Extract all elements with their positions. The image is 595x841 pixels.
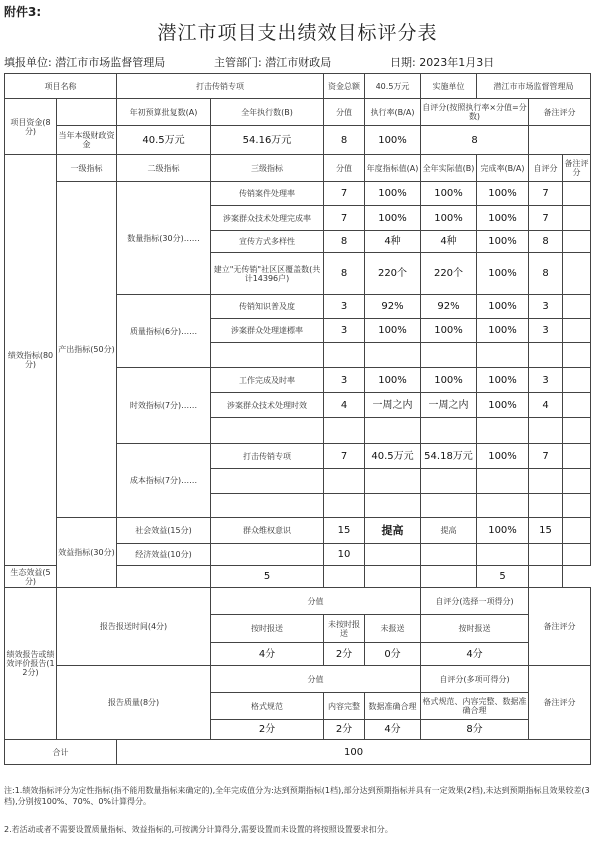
indicator-name: 涉案群众技术处理完成率 [211, 206, 324, 231]
indicator-rate: 100% [477, 368, 529, 393]
indicator-target [324, 566, 365, 588]
indicator-actual: 100% [421, 182, 477, 206]
perf-h-l3: 三级指标 [211, 155, 324, 182]
report-quality-header-row [5, 666, 591, 693]
indicator-remark [563, 253, 591, 295]
indicator-target: 100% [365, 182, 421, 206]
report-value: 2分 [324, 643, 365, 666]
indicator-self: 7 [529, 182, 563, 206]
indicator-name: 传销知识普及度 [211, 295, 324, 319]
indicator-target: 100% [365, 206, 421, 231]
indicator-target [365, 343, 421, 368]
indicator-score: 5 [211, 566, 324, 588]
indicator-score [324, 418, 365, 444]
funds-data-row [5, 126, 591, 155]
report-self-option: 按时报送 [421, 615, 529, 643]
indicator-self: 7 [529, 206, 563, 231]
indicator-remark [563, 295, 591, 319]
indicator-target [365, 418, 421, 444]
indicator-name [211, 343, 324, 368]
indicator-actual [421, 418, 477, 444]
indicator-remark [563, 206, 591, 231]
effect-name: 社会效益(15分) [117, 518, 211, 544]
indicator-rate: 100% [477, 231, 529, 253]
indicator-remark [563, 444, 591, 469]
indicator-name: 工作完成及时率 [211, 368, 324, 393]
indicator-remark [563, 343, 591, 368]
note-2: 2.若活动或者不需要设置质量指标、效益指标的,可按满分计算得分,需要设置而未设置的将按照设置要求扣分。 [4, 825, 393, 834]
funds-row-score: 8 [324, 126, 365, 155]
output-indicator-label: 产出指标(50分) [57, 182, 117, 518]
indicator-self [529, 544, 563, 566]
indicator-rate: 100% [477, 206, 529, 231]
indicator-self [529, 418, 563, 444]
indicator-remark [563, 544, 591, 566]
perf-h-self: 自评分 [529, 155, 563, 182]
indicator-remark [563, 469, 591, 494]
indicator-score: 8 [324, 253, 365, 295]
indicator-actual [421, 544, 477, 566]
project-name-value: 打击传销专项 [117, 74, 324, 99]
indicator-rate: 100% [477, 319, 529, 343]
perf-h-rate: 完成率(B/A) [477, 155, 529, 182]
page-title: 潜江市项目支出绩效目标评分表 [157, 22, 438, 44]
funds-h-budget: 年初预算批复数(A) [117, 99, 211, 126]
indicator-actual: 100% [421, 368, 477, 393]
indicator-name: 建立"无传销"社区区覆盖数(共计14396户) [211, 253, 324, 295]
indicator-self: 8 [529, 253, 563, 295]
indicator-actual: 92% [421, 295, 477, 319]
indicator-name: 涉案群众技术处理时效 [211, 393, 324, 418]
indicator-actual: 100% [421, 206, 477, 231]
indicator-rate [477, 494, 529, 518]
indicator-rate: 100% [477, 444, 529, 469]
indicator-score [324, 494, 365, 518]
indicator-rate: 100% [477, 518, 529, 544]
indicator-self: 4 [529, 393, 563, 418]
indicator-name: 传销案件处理率 [211, 182, 324, 206]
funds-row-label: 当年本级财政资金 [57, 126, 117, 155]
indicator-self: 5 [477, 566, 529, 588]
indicator-name: 宣传方式多样性 [211, 231, 324, 253]
total-label: 合计 [5, 740, 117, 765]
report-quality-label: 报告质量(8分) [57, 666, 211, 740]
indicator-score: 8 [324, 231, 365, 253]
indicator-actual: 4种 [421, 231, 477, 253]
indicator-actual: 100% [421, 319, 477, 343]
indicator-score: 7 [324, 206, 365, 231]
report-q-h-remark: 备注评分 [529, 666, 591, 740]
indicator-actual: 一周之内 [421, 393, 477, 418]
indicator-name [211, 469, 324, 494]
indicator-remark [563, 182, 591, 206]
indicator-self: 15 [529, 518, 563, 544]
indicator-target [365, 494, 421, 518]
indicator-self: 3 [529, 319, 563, 343]
indicator-score: 3 [324, 368, 365, 393]
report-h-remark: 备注评分 [529, 588, 591, 666]
indicator-remark [563, 418, 591, 444]
indicator-remark [563, 231, 591, 253]
table-row [5, 518, 591, 544]
report-value: 4分 [365, 720, 421, 740]
indicator-remark [563, 518, 591, 544]
indicator-self [529, 469, 563, 494]
project-name-label: 项目名称 [5, 74, 117, 99]
report-self-value: 4分 [421, 643, 529, 666]
effect-name: 经济效益(10分) [117, 544, 211, 566]
report-option: 按时报送 [211, 615, 324, 643]
indicator-remark [563, 368, 591, 393]
indicator-rate: 100% [477, 253, 529, 295]
project-row [5, 74, 591, 99]
indicator-score [324, 469, 365, 494]
indicator-name [211, 418, 324, 444]
indicator-rate [477, 418, 529, 444]
perf-label: 绩效指标(80分) [5, 155, 57, 566]
indicator-remark [529, 566, 563, 588]
effect-indicator-label: 效益指标(30分) [57, 518, 117, 588]
funds-h-rate: 执行率(B/A) [365, 99, 421, 126]
report-h-self: 自评分(选择一项得分) [421, 588, 529, 615]
report-timely-header-row [5, 588, 591, 615]
report-value: 4分 [211, 643, 324, 666]
perf-h-score: 分值 [324, 155, 365, 182]
impl-unit-value: 潜江市市场监督管理局 [477, 74, 591, 99]
indicator-target: 一周之内 [365, 393, 421, 418]
indicator-rate: 100% [477, 393, 529, 418]
report-date: 日期: 2023年1月3日 [390, 56, 495, 69]
funds-h-exec: 全年执行数(B) [211, 99, 324, 126]
indicator-name: 打击传销专项 [211, 444, 324, 469]
supervising-dept: 主管部门: 潜江市财政局 [214, 56, 332, 69]
report-q-h-self: 自评分(多项可得分) [421, 666, 529, 693]
report-value: 2分 [324, 720, 365, 740]
impl-unit-label: 实施单位 [421, 74, 477, 99]
indicator-remark [563, 319, 591, 343]
report-label: 绩效报告或绩效评价报告(12分) [5, 588, 57, 740]
indicator-rate [477, 544, 529, 566]
funds-row-exec: 54.16万元 [211, 126, 324, 155]
filling-unit: 填报单位: 潜江市市场监督管理局 [4, 56, 166, 69]
indicator-target: 提高 [365, 518, 421, 544]
indicator-target [365, 544, 421, 566]
report-h-score: 分值 [211, 588, 421, 615]
timeliness-indicator-label: 时效指标(7分)…… [117, 368, 211, 444]
funds-empty [57, 99, 117, 126]
indicator-name [211, 544, 324, 566]
quality-indicator-label: 质量指标(6分)…… [117, 295, 211, 368]
funds-row-budget: 40.5万元 [117, 126, 211, 155]
quantity-indicator-label: 数量指标(30分)…… [117, 182, 211, 295]
indicator-target: 92% [365, 295, 421, 319]
report-option: 内容完整 [324, 693, 365, 720]
report-value: 0分 [365, 643, 421, 666]
indicator-self: 7 [529, 444, 563, 469]
perf-h-l1: 一级指标 [57, 155, 117, 182]
indicator-rate: 100% [477, 295, 529, 319]
indicator-score: 15 [324, 518, 365, 544]
total-row [5, 740, 591, 765]
score-table [4, 73, 591, 765]
indicator-remark [563, 494, 591, 518]
indicator-name: 群众维权意识 [211, 518, 324, 544]
attachment-label: 附件3: [4, 5, 42, 19]
report-option: 未按时报送 [324, 615, 365, 643]
indicator-actual: 提高 [421, 518, 477, 544]
funds-h-score: 分值 [324, 99, 365, 126]
indicator-score: 7 [324, 444, 365, 469]
indicator-name [117, 566, 211, 588]
indicator-score: 7 [324, 182, 365, 206]
perf-h-remark: 备注评分 [563, 155, 591, 182]
indicator-score: 3 [324, 295, 365, 319]
indicator-target [365, 469, 421, 494]
funds-row-remark [529, 126, 591, 155]
indicator-name: 涉案群众处理達標率 [211, 319, 324, 343]
indicator-name [211, 494, 324, 518]
indicator-self: 3 [529, 295, 563, 319]
indicator-actual [421, 494, 477, 518]
perf-h-actual: 全年实际值(B) [421, 155, 477, 182]
indicator-rate [477, 343, 529, 368]
indicator-score [324, 343, 365, 368]
report-option: 数据准确合理 [365, 693, 421, 720]
cost-indicator-label: 成本指标(7分)…… [117, 444, 211, 518]
report-option: 格式规范 [211, 693, 324, 720]
indicator-score: 3 [324, 319, 365, 343]
indicator-rate [421, 566, 477, 588]
indicator-actual [421, 343, 477, 368]
funds-row-rate: 100% [365, 126, 421, 155]
table-row [5, 182, 591, 206]
indicator-score: 4 [324, 393, 365, 418]
funds-h-remark: 备注评分 [529, 99, 591, 126]
perf-header-row [5, 155, 591, 182]
perf-h-l2: 二级指标 [117, 155, 211, 182]
indicator-target: 40.5万元 [365, 444, 421, 469]
indicator-target: 220个 [365, 253, 421, 295]
indicator-rate [477, 469, 529, 494]
report-self-value: 8分 [421, 720, 529, 740]
note-1: 注:1.绩效指标评分为定性指标(指不能用数量指标来确定的),全年完成值分为:达到预期指标(1档),部分达到预期指标并具有一定效果(2档),未达到预期指标且效果较差(3档),分别按100%、70%、0%计算得分。 [4, 786, 590, 806]
report-self-option: 格式规范、内容完整、数据准确合理 [421, 693, 529, 720]
indicator-target: 100% [365, 368, 421, 393]
funds-header-row [5, 99, 591, 126]
indicator-self [529, 494, 563, 518]
budget-total-value: 40.5万元 [365, 74, 421, 99]
perf-h-target: 年度指标值(A) [365, 155, 421, 182]
report-timely-label: 报告报送时间(4分) [57, 588, 211, 666]
report-q-h-score: 分值 [211, 666, 421, 693]
report-value: 2分 [211, 720, 324, 740]
effect-name: 生态效益(5分) [5, 566, 57, 588]
funds-row-self: 8 [421, 126, 529, 155]
indicator-actual [421, 469, 477, 494]
indicator-self [529, 343, 563, 368]
funds-h-self: 自评分(按照执行率×分值=分数) [421, 99, 529, 126]
indicator-actual: 220个 [421, 253, 477, 295]
funds-label: 项目资金(8分) [5, 99, 57, 155]
indicator-remark [563, 393, 591, 418]
indicator-target: 4种 [365, 231, 421, 253]
indicator-score: 10 [324, 544, 365, 566]
total-value: 100 [117, 740, 591, 765]
indicator-actual: 54.18万元 [421, 444, 477, 469]
indicator-target: 100% [365, 319, 421, 343]
budget-total-label: 资金总额 [324, 74, 365, 99]
indicator-self: 8 [529, 231, 563, 253]
report-option: 未报送 [365, 615, 421, 643]
indicator-self: 3 [529, 368, 563, 393]
indicator-rate: 100% [477, 182, 529, 206]
indicator-actual [365, 566, 421, 588]
